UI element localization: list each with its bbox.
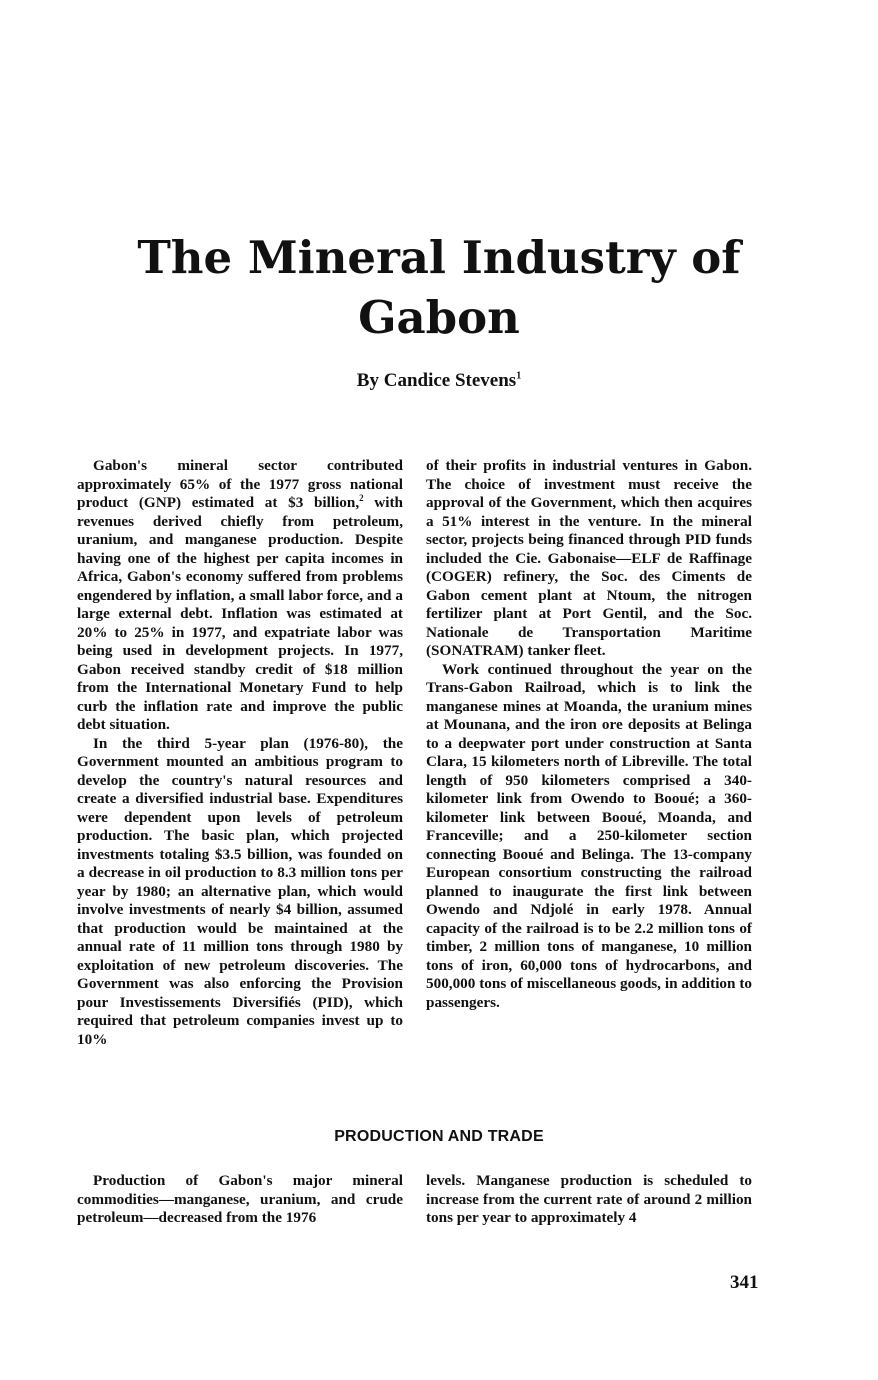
page-number: 341 <box>730 1272 759 1293</box>
author-footnote-marker: 1 <box>516 370 522 382</box>
intro-paragraph-1-part-b: with revenues derived chiefly from petroleum, uranium, and manganese production. Despite having one of the highest per capita incomes in Africa, Gabon's economy suffered from problems engendered by inflation, a small labor force, and a large external debt. Inflation was estimated at 20% to 25% in 1977, and expatriate labor was being used in development projects. In 1977, Gabon received standby credit of $18 million from the International Monetary Fund to help curb the inflation rate and improve the public debt situation. <box>77 494 403 733</box>
intro-paragraph-1-part-a: Gabon's mineral sector contributed approximately 65% of the 1977 gross national product (GNP) estimated at $3 billion, <box>77 457 403 511</box>
intro-paragraph-2: In the third 5-year plan (1976-80), the Government mounted an ambitious program to develop the country's natural resources and create a diversified industrial base. Expenditures were dependent upon levels of petroleum production. The basic plan, which projected investments totaling $3.5 billion, was founded on a decrease in oil production to 8.3 million tons per year by 1980; an alternative plan, which would involve investments of nearly $4 billion, assumed that production would be maintained at the annual rate of 11 million tons through 1980 by exploitation of new petroleum discoveries. The Government was also enforcing the Provision pour Investissements Diversifiés (PID), which required that petroleum companies invest up to 10% <box>77 734 403 1048</box>
production-paragraph-1: Production of Gabon's major mineral commodities—manganese, uranium, and crude petroleum—decreased from the 1976 <box>77 1172 403 1226</box>
article-title-line-2: Gabon <box>358 291 520 344</box>
article-title-line-1: The Mineral Industry of <box>137 231 741 284</box>
intro-right-column <box>426 457 752 1012</box>
footnote-marker-2: 2 <box>359 492 364 503</box>
byline <box>0 370 878 392</box>
production-right-column <box>426 1172 752 1228</box>
section-heading-production-and-trade: PRODUCTION AND TRADE <box>334 1128 544 1145</box>
author-name: By Candice Stevens <box>356 370 517 391</box>
intro-left-column <box>77 457 403 1049</box>
intro-paragraph-1 <box>77 457 403 735</box>
article-title <box>0 228 878 348</box>
intro-paragraph-3: Work continued throughout the year on the Trans-Gabon Railroad, which is to link the manganese mines at Moanda, the uranium mines at Mounana, and the iron ore deposits at Belinga to a deepwater port under construction at Santa Clara, 15 kilometers north of Libreville. The total length of 950 kilometers comprised a 340-kilometer link from Owendo to Booué; a 360-kilometer link between Booué, Moanda, and Franceville; and a 250-kilometer section connecting Booué and Belinga. The 13-company European consortium constructing the railroad planned to inaugurate the first link between Owendo and Ndjolé in early 1978. Annual capacity of the railroad is to be 2.2 million tons of timber, 2 million tons of manganese, 10 million tons of iron, 60,000 tons of hydrocarbons, and 500,000 tons of miscellaneous goods, in addition to passengers. <box>426 660 752 1011</box>
intro-paragraph-2-continued: of their profits in industrial ventures in Gabon. The choice of investment must receive the approval of the Government, which then acquires a 51% interest in the venture. In the mineral sector, projects being financed through PID funds included the Cie. Gabonaise—ELF de Raffinage (COGER) refinery, the Soc. des Ciments de Gabon cement plant at Ntoum, the nitrogen fertilizer plant at Port Gentil, and the Soc. Nationale de Transportation Maritime (SONATRAM) tanker fleet. <box>426 457 752 659</box>
production-left-column <box>77 1172 403 1228</box>
production-paragraph-1-continued: levels. Manganese production is scheduled to increase from the current rate of around 2 million tons per year to approximately 4 <box>426 1172 752 1226</box>
